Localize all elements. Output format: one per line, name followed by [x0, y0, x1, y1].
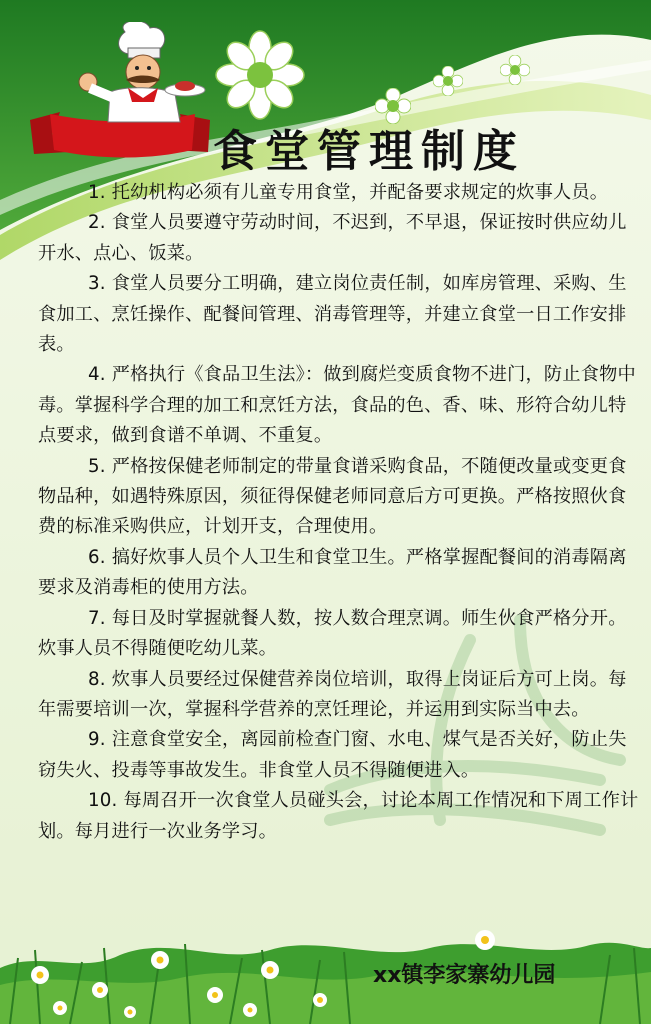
list-item: 10. 每周召开一次食堂人员碰头会，讨论本周工作情况和下周工作计划。每月进行一次业务学习。	[38, 790, 639, 842]
list-item: 8. 炊事人员要经过保健营养岗位培训，取得上岗证后方可上岗。每年需要培训一次，掌握科学营养的烹饪理论，并运用到实际当中去。	[38, 668, 627, 720]
daisy-icon	[500, 55, 530, 85]
list-item: 9. 注意食堂安全，离园前检查门窗、水电、煤气是否关好，防止失窃失火、投毒等事故发生。非食堂人员不得随便进入。	[38, 729, 627, 781]
chef-icon	[30, 22, 230, 170]
list-item: 2. 食堂人员要遵守劳动时间，不迟到，不早退，保证按时供应幼儿开水、点心、饭菜。	[38, 212, 627, 264]
list-item: 5. 严格按保健老师制定的带量食谱采购食品，不随便改量或变更食物品种，如遇特殊原因，须征得保健老师同意后方可更换。严格按照伙食费的标准采购供应，计划开支，合理使用。	[38, 455, 627, 538]
rules-list	[38, 178, 643, 847]
daisy-icon	[433, 66, 463, 96]
list-item: 6. 搞好炊事人员个人卫生和食堂卫生。严格掌握配餐间的消毒隔离要求及消毒柜的使用方法。	[38, 546, 627, 599]
list-item: 3. 食堂人员要分工明确，建立岗位责任制，如库房管理、采购、生食加工、烹饪操作、配餐间管理、消毒管理等，并建立食堂一日工作安排表。	[38, 273, 627, 356]
list-item: 7. 每日及时掌握就餐人数，按人数合理烹调。师生伙食严格分开。炊事人员不得随便吃幼儿菜。	[38, 607, 627, 660]
list-item: 4. 严格执行《食品卫生法》：做到腐烂变质食物不进门，防止食物中毒。掌握科学合理的加工和烹饪方法，食品的色、香、味、形符合幼儿特点要求，做到食谱不单调、不重复。	[38, 364, 636, 447]
list-item: 1. 托幼机构必须有儿童专用食堂，并配备要求规定的炊事人员。	[88, 182, 609, 203]
page-title: 食堂管理制度	[213, 126, 525, 177]
organization-name: xx镇李家寨幼儿园	[373, 963, 556, 988]
